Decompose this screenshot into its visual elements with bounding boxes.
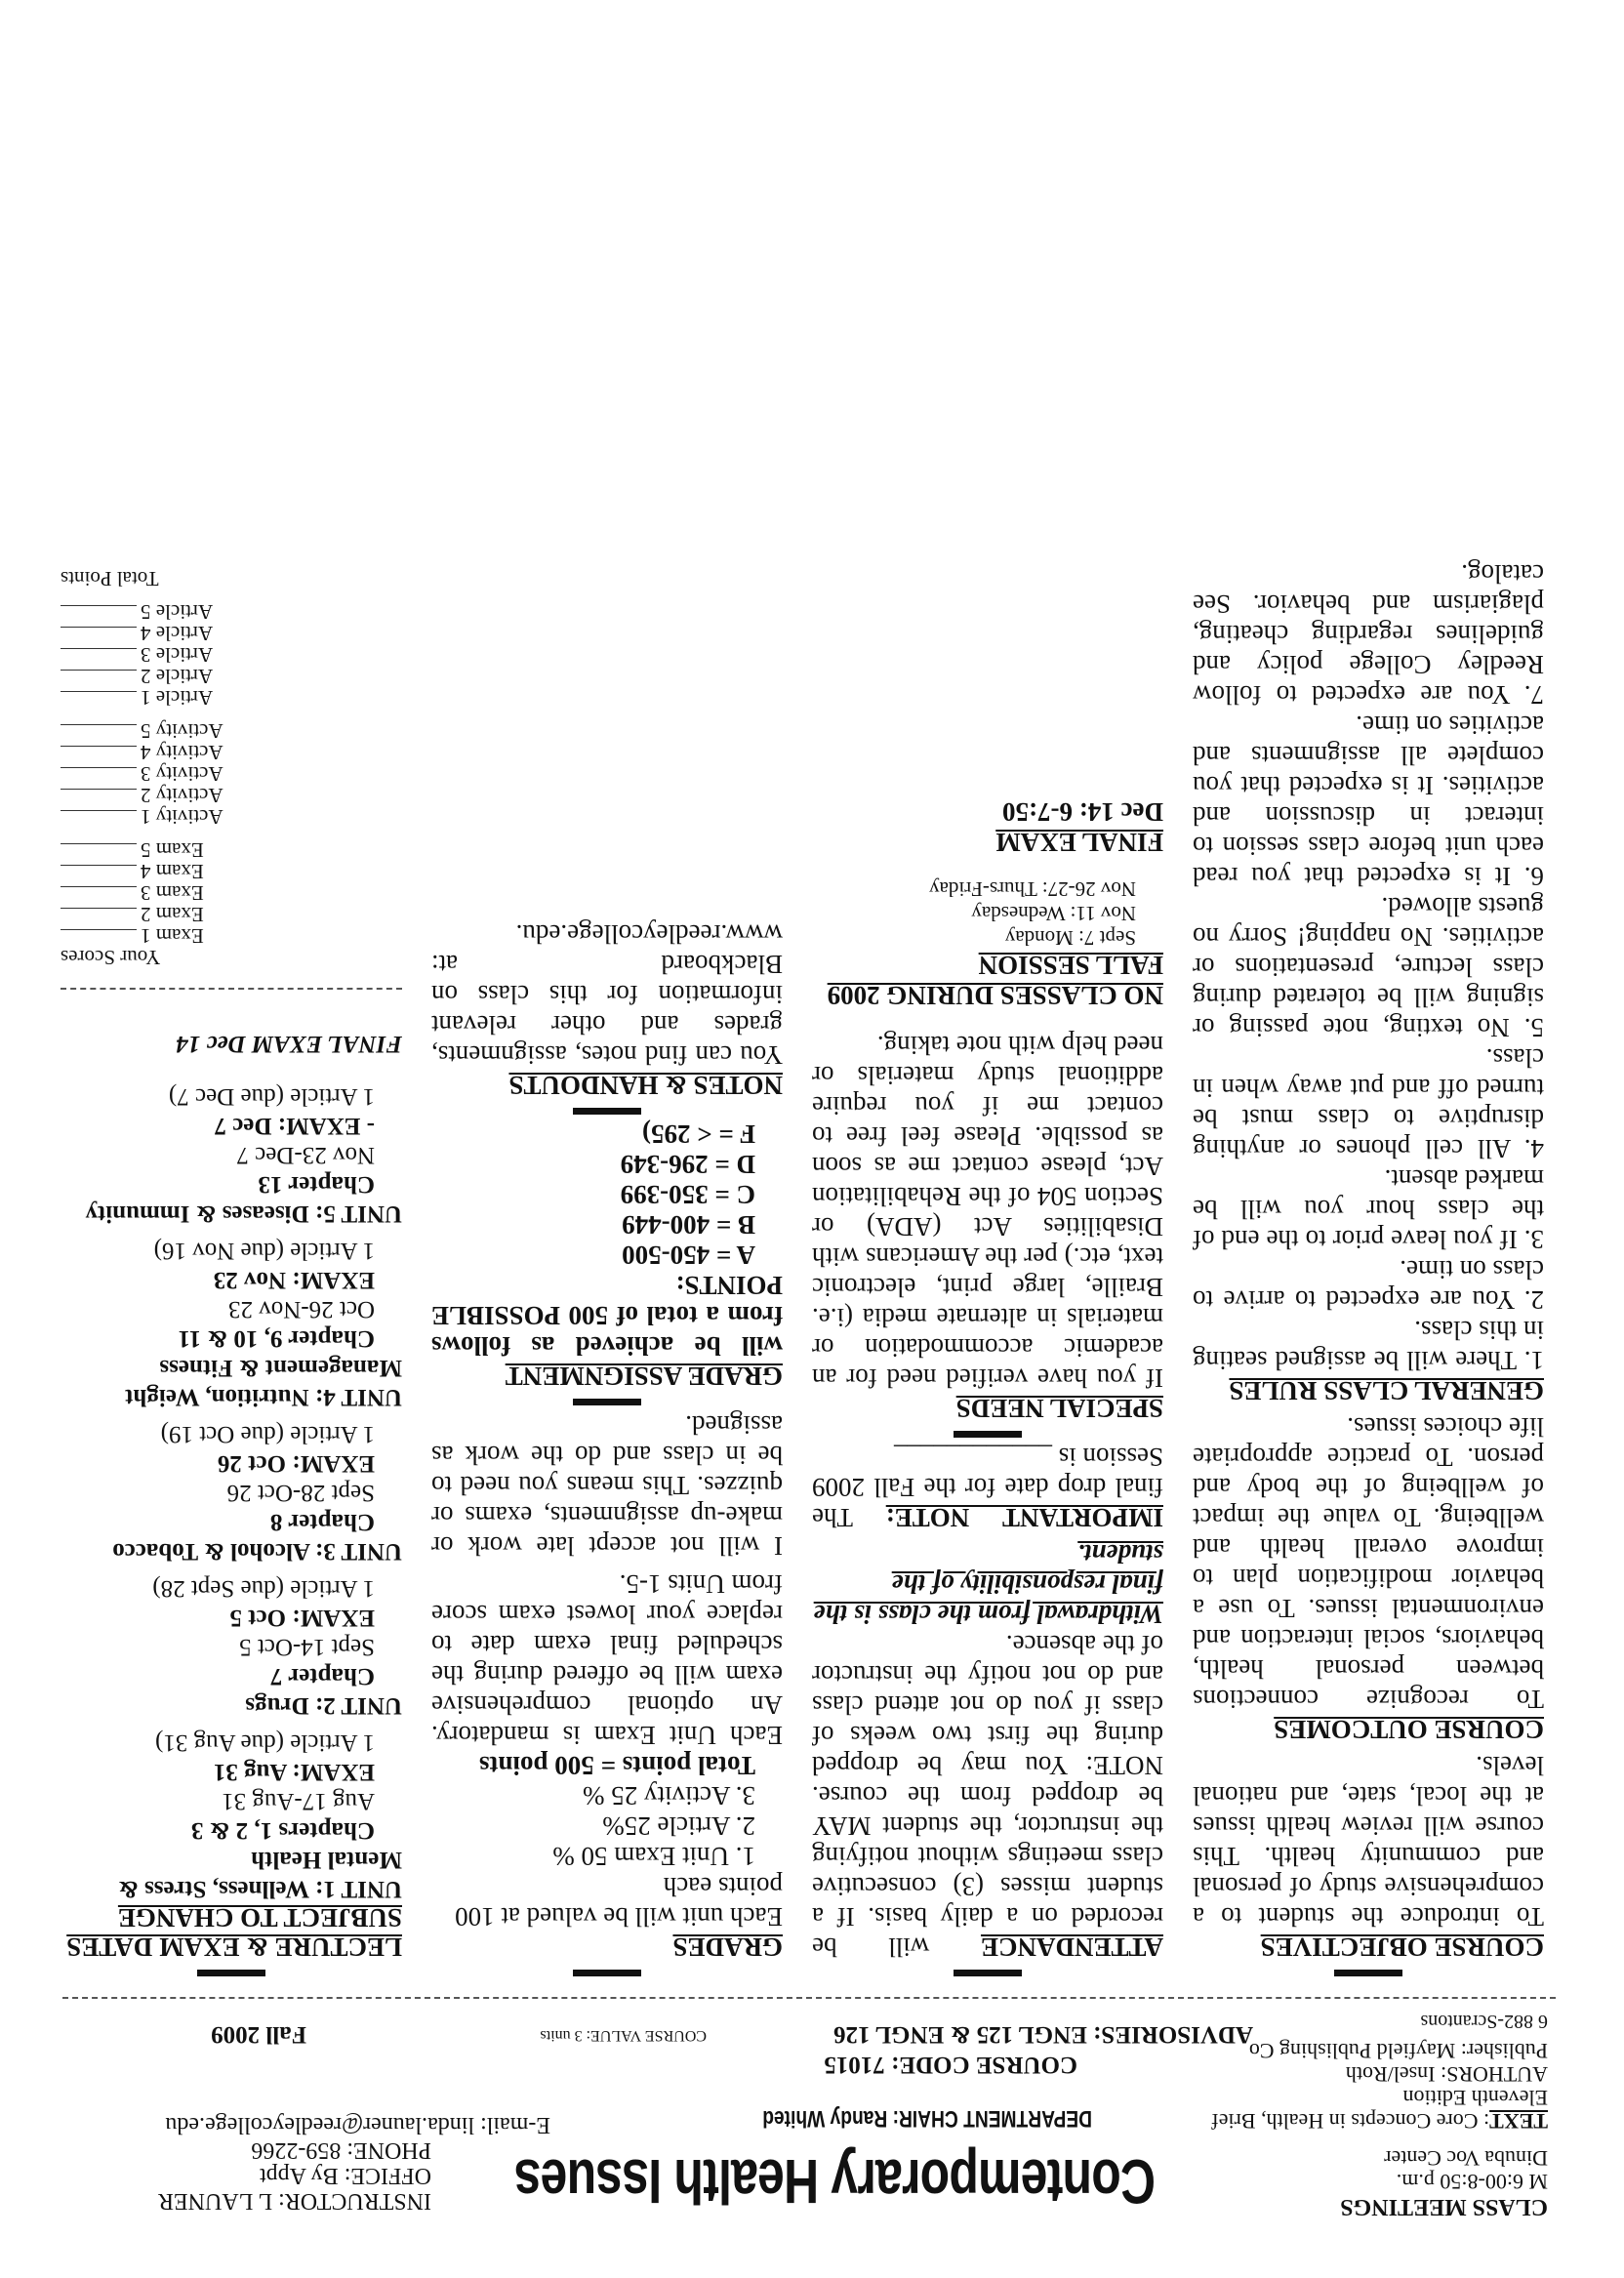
scale-a: A = 450-500	[622, 1241, 755, 1270]
unit-4-exam: EXAM: Nov 23	[213, 1267, 375, 1293]
score-tracker	[61, 568, 402, 968]
score-activity-5: Activity 5	[61, 720, 402, 742]
column-attendance	[812, 796, 1163, 1980]
score-activity-2: Activity 2	[61, 785, 402, 806]
unit-1-title: UNIT 1: Wellness, Stress & Mental Health	[117, 1847, 402, 1902]
grade-item-2: 2. Article 25%	[602, 1811, 755, 1841]
score-exam-5: Exam 5	[61, 839, 402, 861]
unit-2-exam: EXAM: Oct 5	[229, 1605, 375, 1631]
unit-1-dates: Aug 17-Aug 31	[222, 1788, 375, 1814]
unit-1-chapters: Chapters 1, 2 & 3	[190, 1817, 375, 1844]
special-needs-text: If you have verified need for an academic accommodation or materials in alternate media (i.e. Braille, large print, electronic text, etc.) per the Americans with Disabilities Act (ADA) or Section 504 of the Rehabilitation Act, please contact me as soon as possible. Please feel free to contact me if you require additional study materials or need help with note taking.	[812, 1031, 1163, 1393]
column-dates	[61, 568, 402, 1980]
textbook-line: TEXT: Core Concepts in Health, Brief	[1211, 2109, 1548, 2134]
grades-total: Total points = 500 points	[479, 1751, 755, 1780]
unit-2-dates: Sept 14-Oct 5	[239, 1634, 375, 1660]
rule-6: 6. It is expected that you read each unit before class session to interact in discussion and activities. It is expected that you complete all assignments and activities on time.	[1193, 711, 1544, 891]
assignment-text: will be achieved as follows from a total of 500 POSSIBLE POINTS:	[431, 1271, 783, 1361]
page-title: Contemporary Health Issues	[514, 2146, 1156, 2217]
unit-5-chapters: Chapter 13	[258, 1171, 375, 1198]
score-exam-3: Exam 3	[61, 882, 402, 904]
grade-item-1: 1. Unit Exam 50 %	[552, 1842, 755, 1871]
unit-2-article: 1 Article (due Sept 28)	[152, 1575, 375, 1602]
office: OFFICE: By Appt	[259, 2163, 431, 2188]
email: E-mail: linda.launer@reedleycollege.edu	[165, 2112, 550, 2137]
final-exam-heading: FINAL EXAM	[995, 828, 1163, 857]
scores-heading: Your Scores	[61, 946, 161, 969]
column-bar	[1334, 1970, 1402, 1976]
no-class-3: Nov 26-27: Thurs-Friday	[929, 877, 1136, 901]
special-needs-heading: SPECIAL NEEDS	[955, 1394, 1163, 1423]
scale-d: D = 296-349	[620, 1150, 755, 1179]
unit-1-exam: EXAM: Aug 31	[213, 1759, 375, 1785]
score-exam-1: Exam 1	[61, 925, 402, 947]
column-bar	[954, 1970, 1022, 1976]
attendance-text: ATTENDANCE will be recorded on a daily basis. If a student misses (3) consecutive class meetings without notifying the instructor, the student MAY be dropped from the course. NOTE: You may be dropped during the first two weeks of class if you do not attend class and do not notify the instructor of the absence.	[812, 1630, 1163, 1962]
no-classes-heading: NO CLASSES DURING 2009 FALL SESSION	[827, 951, 1163, 1010]
scale-f: F = < 295)	[641, 1119, 755, 1149]
rule-7: 7. You are expected to follow Reedley College policy and guidelines regarding cheating, plagiarism and behavior. See catalog.	[1193, 559, 1544, 710]
column-bar	[573, 1970, 641, 1976]
no-class-1: Sept 7: Monday	[1004, 926, 1136, 950]
unit-4-article: 1 Article (due Nov 16)	[153, 1238, 375, 1264]
term: Fall 2009	[211, 2021, 306, 2048]
unit-1-article: 1 Article (due Aug 31)	[155, 1729, 375, 1756]
score-article-1: Article 1	[61, 687, 402, 709]
unit-3-article: 1 Article (due Oct 19)	[160, 1421, 375, 1447]
unit-4-dates: Oct 26-Nov 23	[228, 1296, 375, 1322]
notes-heading: NOTES & HANDOUTS	[508, 1071, 783, 1100]
score-activity-4: Activity 4	[61, 742, 402, 763]
assignment-heading: GRADE ASSIGNMENT	[505, 1362, 783, 1391]
rule-4: 4. All cell phones or anything disruptive to class must be turned off and put away when in class.	[1193, 1043, 1544, 1163]
scores-divider	[61, 988, 402, 990]
course-code: COURSE CODE: 71015	[824, 2052, 1077, 2078]
unit-5-dates: Nov 23-Dec 7	[236, 1142, 375, 1168]
score-exam-4: Exam 4	[61, 861, 402, 882]
header-divider	[62, 1997, 1556, 1999]
rules-heading: GENERAL CLASS RULES	[1229, 1376, 1544, 1405]
outcomes-heading: COURSE OUTCOMES	[1274, 1715, 1544, 1744]
score-exam-2: Exam 2	[61, 904, 402, 925]
late-policy: I will not accept late work or make-up assignments, exams or quizzes. This means you need to be in class and do the work as assigned.	[431, 1410, 783, 1561]
scale-c: C = 350-399	[620, 1180, 755, 1209]
rule-2: 2. You are expected to arrive to class on time.	[1193, 1255, 1544, 1315]
unit-3-chapters: Chapter 8	[269, 1509, 375, 1535]
class-meetings-label: CLASS MEETINGS	[1340, 2194, 1548, 2219]
advisories: ADVISORIES: ENGL 125 & ENGL 126	[833, 2021, 1253, 2048]
textbook-publisher: Publisher: Mayfield Publishing Co	[1248, 2039, 1548, 2063]
score-article-5: Article 5	[61, 601, 402, 623]
unit-2-title: UNIT 2: Drugs	[245, 1692, 402, 1719]
column-objectives	[1193, 558, 1544, 1980]
outcomes-text: To recognize connections between personal health, behaviors, social interaction and environmental issues. To use a behavior modification plan to improve overall health and wellbeing. To value the impact of wellbeing of the body and person. To practice appropriate life choices issues.	[1193, 1412, 1544, 1714]
column-grades	[431, 918, 783, 1980]
rule-5: 5. No texting, note passing or signing will be tolerated during class lecture, presentations or activities. No napping! Sorry no guests allowed.	[1193, 892, 1544, 1042]
score-activity-1: Activity 1	[61, 806, 402, 828]
course-value: COURSE VALUE: 3 units	[540, 2027, 707, 2044]
unit-5-article: 1 Article (due Dec 7)	[168, 1083, 375, 1110]
grades-heading: GRADES	[672, 1932, 783, 1962]
score-article-3: Article 3	[61, 644, 402, 666]
unit-3-exam: EXAM: Oct 26	[217, 1450, 375, 1477]
phone: PHONE: 859-2266	[251, 2137, 431, 2163]
score-total: Total Points	[61, 567, 159, 590]
grades-text: Each Unit Exam is mandatory. An optional comprehensive exam will be offered during the scheduled final exam date to replace your lowest exam score from Units 1-5.	[431, 1569, 783, 1750]
score-article-2: Article 2	[61, 666, 402, 687]
final-exam-note: FINAL EXAM Dec 14	[176, 1031, 402, 1057]
textbook-edition: Eleventh Edition	[1402, 2086, 1548, 2110]
withdrawal-text: Withdrawal from the class is the final responsibility of the student.	[813, 1539, 1163, 1629]
score-article-4: Article 4	[61, 623, 402, 644]
objectives-text: To introduce the student to a comprehensive study of personal and community health. This course will review health issues at the local, state, and national levels.	[1193, 1751, 1544, 1932]
class-meetings-place: Dinuba Voc Center	[1384, 2146, 1548, 2171]
column-bar	[573, 1399, 641, 1405]
department-chair: DEPARTMENT CHAIR: Randy Whited	[762, 2105, 1092, 2132]
unit-3-dates: Sept 28-Oct 26	[226, 1480, 375, 1506]
column-bar	[954, 1431, 1022, 1438]
objectives-heading: COURSE OBJECTIVES	[1260, 1932, 1544, 1962]
column-bar	[573, 1108, 641, 1115]
notes-text: You can find notes, assignments, grades and other relevant information for this class on Blackboard at: www.reedleycollege.edu.	[431, 919, 783, 1070]
grades-intro: Each unit will be valued at 100 points each	[455, 1872, 783, 1932]
rule-1: 1. There will be assigned seating in this class.	[1193, 1316, 1544, 1375]
unit-2-chapters: Chapter 7	[269, 1663, 375, 1689]
dates-heading: LECTURE & EXAM DATES SUBJECT TO CHANGE	[66, 1903, 402, 1962]
no-class-2: Nov 11: Wednesday	[971, 902, 1136, 925]
rule-3: 3. If you leave prior to the end of the class hour you will be marked absent.	[1193, 1164, 1544, 1254]
final-exam-date: Dec 14: 6-7:50	[1002, 797, 1163, 827]
unit-5-title: UNIT 5: Diseases & Immunity	[85, 1200, 402, 1227]
instructor: INSTRUCTOR: L LAUNER	[157, 2188, 431, 2214]
important-note: IMPORTANT NOTE: The final drop date for the Fall 2009 Session is ____________	[812, 1443, 1163, 1532]
unit-4-chapters: Chapter 9, 10 & 11	[178, 1325, 375, 1352]
textbook-authors: AUTHORS: Insel/Roth	[1345, 2062, 1548, 2087]
scale-b: B = 400-449	[622, 1210, 755, 1240]
textbook-phone: 6 882-Scrantons	[1420, 2011, 1548, 2032]
unit-3-title: UNIT 3: Alcohol & Tobacco	[112, 1538, 402, 1565]
unit-4-title: UNIT 4: Nutrition, Weight Management & Fitness	[125, 1355, 402, 1410]
grade-item-3: 3. Activity 25 %	[583, 1781, 755, 1810]
class-meetings-time: M 6:00-8:50 p.m.	[1396, 2170, 1548, 2194]
score-activity-3: Activity 3	[61, 763, 402, 785]
unit-5-exam: - EXAM: Dec 7	[214, 1113, 375, 1139]
column-bar	[197, 1970, 265, 1976]
